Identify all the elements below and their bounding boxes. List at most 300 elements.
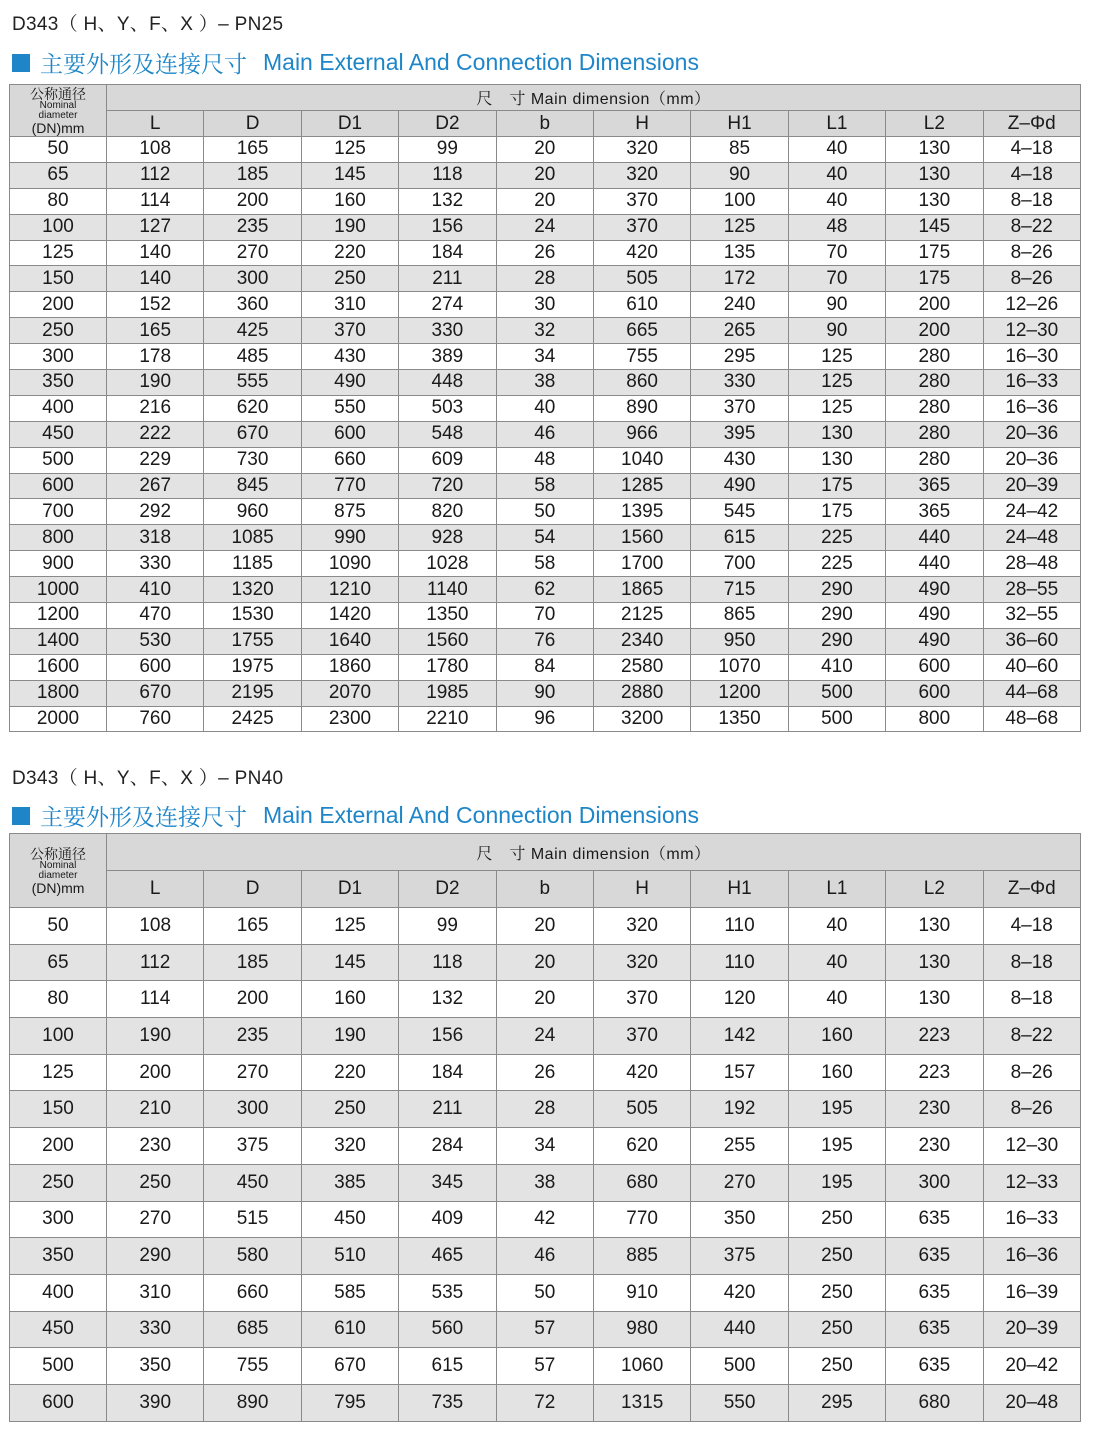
dimension-cell: 24–42 <box>983 499 1080 525</box>
dimension-cell: 990 <box>301 525 398 551</box>
dimension-cell: 8–26 <box>983 1091 1080 1128</box>
dimension-cell: 132 <box>399 188 496 214</box>
dimension-cell: 152 <box>107 292 204 318</box>
dimension-cell: 42 <box>496 1201 593 1238</box>
column-header: L1 <box>788 111 885 137</box>
dimension-cell: 16–36 <box>983 395 1080 421</box>
pn25-dimension-table <box>9 84 1081 732</box>
dimension-cell: 140 <box>107 240 204 266</box>
dn-header <box>10 834 107 908</box>
dimension-cell: 118 <box>399 162 496 188</box>
dn-cell: 65 <box>10 944 107 981</box>
dimension-cell: 320 <box>593 908 690 945</box>
dimension-cell: 420 <box>691 1274 788 1311</box>
dimension-cell: 20 <box>496 162 593 188</box>
dn-cell: 250 <box>10 1164 107 1201</box>
dimension-cell: 48–68 <box>983 706 1080 732</box>
dimension-cell: 211 <box>399 1091 496 1128</box>
table-row <box>10 447 1081 473</box>
dimension-cell: 370 <box>593 214 690 240</box>
dn-cell: 300 <box>10 1201 107 1238</box>
dimension-cell: 192 <box>691 1091 788 1128</box>
dn-cell: 400 <box>10 395 107 421</box>
dimension-cell: 125 <box>691 214 788 240</box>
dimension-cell: 112 <box>107 944 204 981</box>
dimension-cell: 190 <box>107 370 204 396</box>
table-row <box>10 603 1081 629</box>
dimension-cell: 250 <box>788 1311 885 1348</box>
dimension-cell: 490 <box>301 370 398 396</box>
table-row <box>10 551 1081 577</box>
dimension-cell: 200 <box>204 981 301 1018</box>
dimension-cell: 410 <box>107 577 204 603</box>
dn-header-en1: Nominal <box>39 99 77 111</box>
dimension-cell: 48 <box>788 214 885 240</box>
column-header: L2 <box>886 111 983 137</box>
dimension-cell: 635 <box>886 1274 983 1311</box>
section-1-heading-en: Main External And Connection Dimensions <box>263 49 699 75</box>
dn-cell: 500 <box>10 447 107 473</box>
dimension-cell: 448 <box>399 370 496 396</box>
dimension-cell: 450 <box>301 1201 398 1238</box>
dimension-cell: 1085 <box>204 525 301 551</box>
dimension-cell: 20 <box>496 944 593 981</box>
column-header: D1 <box>301 111 398 137</box>
dimension-cell: 195 <box>788 1128 885 1165</box>
dn-cell: 100 <box>10 1018 107 1055</box>
dimension-cell: 165 <box>107 318 204 344</box>
dimension-cell: 70 <box>788 240 885 266</box>
dimension-cell: 318 <box>107 525 204 551</box>
dimension-cell: 1200 <box>691 680 788 706</box>
dimension-cell: 670 <box>301 1348 398 1385</box>
dimension-cell: 800 <box>886 706 983 732</box>
dimension-cell: 755 <box>204 1348 301 1385</box>
dimension-cell: 300 <box>204 266 301 292</box>
main-dimension-header: 尺 寸 Main dimension（mm） <box>107 834 1081 871</box>
section-1-title: D343（ H、Y、F、X ）– PN25 <box>12 14 284 35</box>
dimension-cell: 1350 <box>399 603 496 629</box>
dimension-cell: 229 <box>107 447 204 473</box>
dimension-cell: 2210 <box>399 706 496 732</box>
dimension-cell: 600 <box>107 654 204 680</box>
dimension-cell: 615 <box>399 1348 496 1385</box>
dimension-cell: 720 <box>399 473 496 499</box>
column-header: D1 <box>301 871 398 908</box>
dimension-cell: 130 <box>788 447 885 473</box>
dimension-cell: 585 <box>301 1274 398 1311</box>
table-row <box>10 1018 1081 1055</box>
dimension-cell: 280 <box>886 395 983 421</box>
dimension-cell: 32–55 <box>983 603 1080 629</box>
dn-header-unit: (DN)mm <box>31 119 85 136</box>
dimension-cell: 665 <box>593 318 690 344</box>
dimension-cell: 8–18 <box>983 981 1080 1018</box>
dimension-cell: 40 <box>788 162 885 188</box>
dimension-cell: 125 <box>301 137 398 163</box>
table-row <box>10 318 1081 344</box>
dimension-cell: 550 <box>691 1384 788 1421</box>
dimension-cell: 2300 <box>301 706 398 732</box>
dimension-cell: 4–18 <box>983 908 1080 945</box>
dimension-cell: 950 <box>691 628 788 654</box>
table-row <box>10 908 1081 945</box>
dimension-cell: 48 <box>496 447 593 473</box>
dimension-cell: 84 <box>496 654 593 680</box>
dimension-cell: 160 <box>788 1054 885 1091</box>
dimension-cell: 54 <box>496 525 593 551</box>
dimension-cell: 26 <box>496 240 593 266</box>
dimension-cell: 330 <box>107 1311 204 1348</box>
dimension-cell: 270 <box>691 1164 788 1201</box>
dimension-cell: 550 <box>301 395 398 421</box>
square-bullet-icon <box>12 54 30 72</box>
dimension-cell: 110 <box>691 944 788 981</box>
dimension-cell: 680 <box>593 1164 690 1201</box>
dn-cell: 600 <box>10 473 107 499</box>
dimension-cell: 8–26 <box>983 266 1080 292</box>
dimension-cell: 223 <box>886 1054 983 1091</box>
dimension-cell: 58 <box>496 551 593 577</box>
dimension-cell: 290 <box>788 577 885 603</box>
dimension-cell: 1395 <box>593 499 690 525</box>
dimension-cell: 220 <box>301 240 398 266</box>
dimension-cell: 635 <box>886 1238 983 1275</box>
column-header: L <box>107 111 204 137</box>
table-row <box>10 577 1081 603</box>
dimension-cell: 8–18 <box>983 944 1080 981</box>
dimension-cell: 600 <box>301 421 398 447</box>
dimension-cell: 375 <box>204 1128 301 1165</box>
dn-cell: 150 <box>10 266 107 292</box>
table-row <box>10 344 1081 370</box>
dimension-cell: 845 <box>204 473 301 499</box>
dimension-cell: 660 <box>204 1274 301 1311</box>
dimension-cell: 58 <box>496 473 593 499</box>
dimension-cell: 470 <box>107 603 204 629</box>
dimension-cell: 44–68 <box>983 680 1080 706</box>
dn-cell: 300 <box>10 344 107 370</box>
dimension-cell: 295 <box>691 344 788 370</box>
dimension-cell: 70 <box>496 603 593 629</box>
table-row <box>10 473 1081 499</box>
column-header: D <box>204 111 301 137</box>
dn-header-zh: 公称通径 <box>30 85 86 102</box>
dn-cell: 65 <box>10 162 107 188</box>
table-row <box>10 1164 1081 1201</box>
dimension-cell: 545 <box>691 499 788 525</box>
dimension-cell: 1210 <box>301 577 398 603</box>
dimension-cell: 420 <box>593 1054 690 1091</box>
dimension-cell: 490 <box>691 473 788 499</box>
dimension-cell: 235 <box>204 214 301 240</box>
table-row <box>10 680 1081 706</box>
dn-cell: 600 <box>10 1384 107 1421</box>
column-header: Z–Φd <box>983 871 1080 908</box>
dimension-cell: 70 <box>788 266 885 292</box>
dimension-cell: 610 <box>593 292 690 318</box>
dimension-cell: 20 <box>496 981 593 1018</box>
dimension-cell: 57 <box>496 1311 593 1348</box>
dimension-cell: 108 <box>107 908 204 945</box>
dimension-cell: 1140 <box>399 577 496 603</box>
column-header: H1 <box>691 871 788 908</box>
column-header: b <box>496 871 593 908</box>
column-header: L1 <box>788 871 885 908</box>
dimension-cell: 490 <box>886 577 983 603</box>
dimension-cell: 114 <box>107 981 204 1018</box>
dimension-cell: 165 <box>204 908 301 945</box>
dimension-cell: 142 <box>691 1018 788 1055</box>
dimension-cell: 395 <box>691 421 788 447</box>
dimension-cell: 46 <box>496 421 593 447</box>
dn-cell: 100 <box>10 214 107 240</box>
column-header: H <box>593 111 690 137</box>
dimension-cell: 26 <box>496 1054 593 1091</box>
main-dimension-header: 尺 寸 Main dimension（mm） <box>107 85 1081 111</box>
dimension-cell: 609 <box>399 447 496 473</box>
dn-header-en2: diameter <box>38 869 78 881</box>
dimension-cell: 145 <box>301 162 398 188</box>
dimension-cell: 290 <box>788 628 885 654</box>
dimension-cell: 365 <box>886 499 983 525</box>
dimension-cell: 2425 <box>204 706 301 732</box>
dimension-cell: 20–39 <box>983 1311 1080 1348</box>
dimension-cell: 24 <box>496 214 593 240</box>
dimension-cell: 2070 <box>301 680 398 706</box>
dimension-cell: 16–36 <box>983 1238 1080 1275</box>
dimension-cell: 145 <box>886 214 983 240</box>
dimension-cell: 156 <box>399 214 496 240</box>
dimension-cell: 660 <box>301 447 398 473</box>
dimension-cell: 875 <box>301 499 398 525</box>
dimension-cell: 715 <box>691 577 788 603</box>
dimension-cell: 1985 <box>399 680 496 706</box>
dimension-cell: 310 <box>301 292 398 318</box>
dimension-cell: 1420 <box>301 603 398 629</box>
dimension-cell: 210 <box>107 1091 204 1128</box>
dimension-cell: 430 <box>301 344 398 370</box>
dimension-cell: 390 <box>107 1384 204 1421</box>
dimension-cell: 28–48 <box>983 551 1080 577</box>
dimension-cell: 1185 <box>204 551 301 577</box>
dimension-cell: 1530 <box>204 603 301 629</box>
dimension-cell: 1560 <box>399 628 496 654</box>
dimension-cell: 34 <box>496 1128 593 1165</box>
dimension-cell: 20 <box>496 188 593 214</box>
dimension-cell: 510 <box>301 1238 398 1275</box>
dimension-cell: 200 <box>886 292 983 318</box>
column-header: D <box>204 871 301 908</box>
dimension-cell: 172 <box>691 266 788 292</box>
table-row <box>10 628 1081 654</box>
dimension-cell: 62 <box>496 577 593 603</box>
dimension-cell: 114 <box>107 188 204 214</box>
dimension-cell: 250 <box>788 1274 885 1311</box>
dimension-cell: 365 <box>886 473 983 499</box>
dimension-cell: 1090 <box>301 551 398 577</box>
dimension-cell: 865 <box>691 603 788 629</box>
dimension-cell: 2580 <box>593 654 690 680</box>
dimension-cell: 220 <box>301 1054 398 1091</box>
dn-cell: 1600 <box>10 654 107 680</box>
table-row <box>10 1384 1081 1421</box>
dimension-cell: 890 <box>204 1384 301 1421</box>
section-1-heading <box>12 46 699 79</box>
dn-cell: 200 <box>10 1128 107 1165</box>
dimension-cell: 130 <box>788 421 885 447</box>
dimension-cell: 40 <box>788 908 885 945</box>
dimension-cell: 145 <box>301 944 398 981</box>
dimension-cell: 1975 <box>204 654 301 680</box>
dimension-cell: 267 <box>107 473 204 499</box>
dimension-cell: 125 <box>788 344 885 370</box>
dn-cell: 450 <box>10 421 107 447</box>
dimension-cell: 770 <box>301 473 398 499</box>
dimension-cell: 320 <box>593 162 690 188</box>
dimension-cell: 284 <box>399 1128 496 1165</box>
dimension-cell: 230 <box>886 1091 983 1128</box>
dimension-cell: 40 <box>788 188 885 214</box>
dn-cell: 400 <box>10 1274 107 1311</box>
dimension-cell: 76 <box>496 628 593 654</box>
dn-cell: 250 <box>10 318 107 344</box>
dimension-cell: 90 <box>496 680 593 706</box>
dimension-cell: 235 <box>204 1018 301 1055</box>
dimension-cell: 2195 <box>204 680 301 706</box>
section-2-heading-zh: 主要外形及连接尺寸 <box>40 804 247 830</box>
dimension-cell: 40 <box>788 981 885 1018</box>
dimension-cell: 960 <box>204 499 301 525</box>
column-header: D2 <box>399 111 496 137</box>
dimension-cell: 34 <box>496 344 593 370</box>
dimension-cell: 292 <box>107 499 204 525</box>
dn-header-en1: Nominal <box>39 859 77 871</box>
dn-cell: 2000 <box>10 706 107 732</box>
dimension-cell: 120 <box>691 981 788 1018</box>
dimension-cell: 270 <box>204 1054 301 1091</box>
dimension-cell: 90 <box>788 318 885 344</box>
dimension-cell: 503 <box>399 395 496 421</box>
dimension-cell: 125 <box>301 908 398 945</box>
dimension-cell: 1755 <box>204 628 301 654</box>
dimension-cell: 8–22 <box>983 1018 1080 1055</box>
dimension-cell: 670 <box>107 680 204 706</box>
dimension-cell: 1780 <box>399 654 496 680</box>
dimension-cell: 130 <box>886 981 983 1018</box>
dimension-cell: 300 <box>886 1164 983 1201</box>
dimension-cell: 175 <box>788 473 885 499</box>
dimension-cell: 90 <box>691 162 788 188</box>
dimension-cell: 440 <box>886 525 983 551</box>
table-row <box>10 188 1081 214</box>
dimension-cell: 370 <box>593 188 690 214</box>
dimension-cell: 440 <box>886 551 983 577</box>
column-header: Z–Φd <box>983 111 1080 137</box>
dimension-cell: 57 <box>496 1348 593 1385</box>
dn-cell: 80 <box>10 188 107 214</box>
dimension-cell: 295 <box>788 1384 885 1421</box>
dn-cell: 50 <box>10 908 107 945</box>
table-row <box>10 1091 1081 1128</box>
dimension-cell: 370 <box>593 981 690 1018</box>
table-row <box>10 1201 1081 1238</box>
dimension-cell: 16–33 <box>983 1201 1080 1238</box>
dimension-cell: 250 <box>788 1348 885 1385</box>
dimension-cell: 200 <box>886 318 983 344</box>
dimension-cell: 860 <box>593 370 690 396</box>
dimension-cell: 330 <box>399 318 496 344</box>
section-2-heading-en: Main External And Connection Dimensions <box>263 802 699 828</box>
table-row <box>10 370 1081 396</box>
dimension-cell: 20 <box>496 137 593 163</box>
dimension-cell: 430 <box>691 447 788 473</box>
table-row <box>10 1311 1081 1348</box>
dimension-cell: 130 <box>886 162 983 188</box>
dimension-cell: 160 <box>301 188 398 214</box>
dn-cell: 1000 <box>10 577 107 603</box>
table-row <box>10 1054 1081 1091</box>
dimension-cell: 515 <box>204 1201 301 1238</box>
table-row <box>10 654 1081 680</box>
dimension-cell: 222 <box>107 421 204 447</box>
dimension-cell: 735 <box>399 1384 496 1421</box>
dimension-cell: 280 <box>886 447 983 473</box>
dimension-cell: 8–18 <box>983 188 1080 214</box>
dimension-cell: 505 <box>593 1091 690 1128</box>
dimension-cell: 156 <box>399 1018 496 1055</box>
dimension-cell: 635 <box>886 1311 983 1348</box>
dimension-cell: 135 <box>691 240 788 266</box>
dimension-cell: 600 <box>886 654 983 680</box>
dimension-cell: 928 <box>399 525 496 551</box>
dimension-cell: 12–30 <box>983 1128 1080 1165</box>
dn-cell: 1400 <box>10 628 107 654</box>
dimension-cell: 250 <box>301 266 398 292</box>
dimension-cell: 330 <box>107 551 204 577</box>
dimension-cell: 310 <box>107 1274 204 1311</box>
dimension-cell: 127 <box>107 214 204 240</box>
dimension-cell: 190 <box>301 1018 398 1055</box>
dimension-cell: 16–33 <box>983 370 1080 396</box>
dimension-cell: 1070 <box>691 654 788 680</box>
dn-cell: 500 <box>10 1348 107 1385</box>
dimension-cell: 125 <box>788 370 885 396</box>
dimension-cell: 560 <box>399 1311 496 1348</box>
dimension-cell: 1285 <box>593 473 690 499</box>
dimension-cell: 32 <box>496 318 593 344</box>
table-row <box>10 214 1081 240</box>
dn-cell: 150 <box>10 1091 107 1128</box>
dimension-cell: 1350 <box>691 706 788 732</box>
dimension-cell: 2125 <box>593 603 690 629</box>
dimension-cell: 4–18 <box>983 137 1080 163</box>
dimension-cell: 211 <box>399 266 496 292</box>
dimension-cell: 1560 <box>593 525 690 551</box>
dimension-cell: 1060 <box>593 1348 690 1385</box>
dimension-cell: 38 <box>496 370 593 396</box>
dimension-cell: 350 <box>691 1201 788 1238</box>
dimension-cell: 178 <box>107 344 204 370</box>
table-row <box>10 944 1081 981</box>
dimension-cell: 760 <box>107 706 204 732</box>
dimension-cell: 8–26 <box>983 1054 1080 1091</box>
dimension-cell: 20 <box>496 908 593 945</box>
dimension-cell: 700 <box>691 551 788 577</box>
dn-header-unit: (DN)mm <box>31 879 85 896</box>
dimension-cell: 530 <box>107 628 204 654</box>
dimension-cell: 110 <box>691 908 788 945</box>
